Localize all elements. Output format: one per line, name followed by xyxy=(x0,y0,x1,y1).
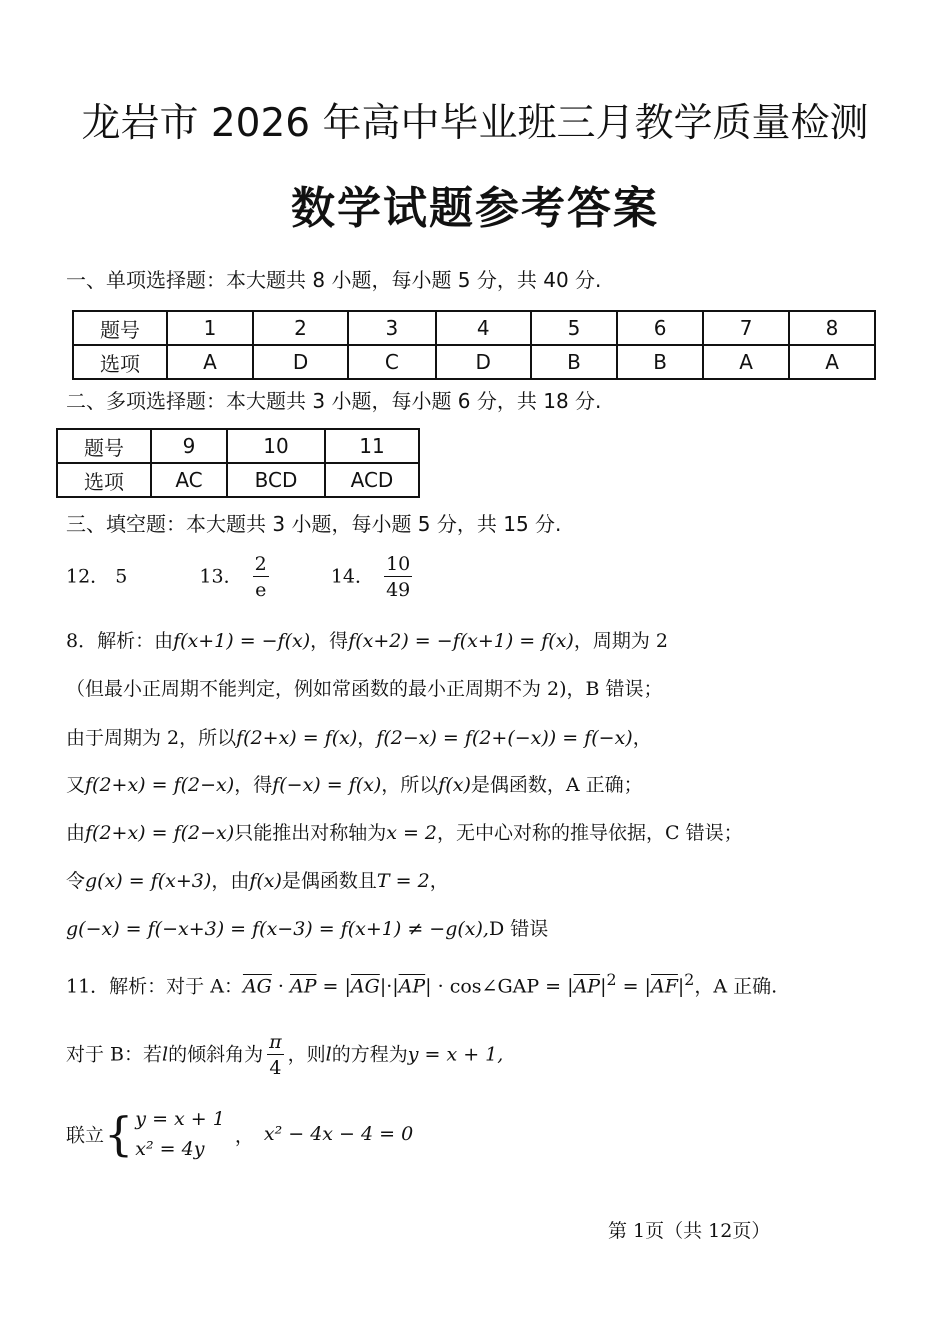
table-cell: 8 xyxy=(789,311,875,345)
formula: f(x+2) = −f(x+1) = f(x) xyxy=(348,630,574,652)
formula: x = 2 xyxy=(386,822,438,844)
equation: x² = 4y xyxy=(135,1138,205,1160)
formula: f(2+x) = f(2−x) xyxy=(85,774,235,796)
text: 的倾斜角为 xyxy=(168,1043,264,1066)
document-title: 龙岩市 2026 年高中毕业班三月教学质量检测 xyxy=(81,101,869,146)
table-cell: 10 xyxy=(227,429,325,463)
q13-fraction xyxy=(253,552,269,603)
text: 令 xyxy=(66,870,86,892)
vector-ap: $\overline{AP}$ xyxy=(573,975,601,998)
table-cell: B xyxy=(531,345,617,379)
q12-answer: 5 xyxy=(115,565,128,588)
text: ，无中心对称的推导依据，C 错误； xyxy=(437,822,743,844)
solution8-line5 xyxy=(66,818,743,845)
table-cell: 7 xyxy=(703,311,789,345)
formula: T = 2 xyxy=(376,870,430,892)
solution8-line2: （但最小正周期不能判定，例如常函数的最小正周期不为 2)，B 错误； xyxy=(66,678,663,700)
numerator: π xyxy=(269,1031,282,1053)
row-label: 题号 xyxy=(73,311,167,345)
formula: f(x+1) = −f(x) xyxy=(173,630,311,652)
table-cell: AC xyxy=(151,463,227,497)
table-cell: A xyxy=(703,345,789,379)
pi-over-4-fraction xyxy=(267,1030,284,1081)
table-cell: 11 xyxy=(325,429,419,463)
row-label: 选项 xyxy=(73,345,167,379)
section1-answer-table xyxy=(72,310,876,380)
text: ，周期为 2 xyxy=(573,630,668,652)
solution8-line4 xyxy=(66,770,643,797)
text: ， xyxy=(429,870,449,892)
document-subtitle: 数学试题参考答案 xyxy=(291,183,659,234)
formula: g(x) = f(x+3) xyxy=(85,870,212,892)
table-cell: 3 xyxy=(348,311,435,345)
formula: y = x + 1, xyxy=(407,1043,504,1066)
q12-label: 12． xyxy=(66,565,110,588)
solution8-line3 xyxy=(66,723,652,750)
table-cell: A xyxy=(167,345,253,379)
text: 只能推出对称轴为 xyxy=(234,822,387,844)
text: 是偶函数且 xyxy=(281,870,377,892)
row-label: 选项 xyxy=(57,463,151,497)
solution11-line2 xyxy=(66,1030,503,1081)
exponent: 2 xyxy=(684,970,695,989)
text: ，则 xyxy=(287,1043,326,1066)
formula: f(x) xyxy=(438,774,471,796)
solution8-line7 xyxy=(66,914,548,941)
solution8-line6 xyxy=(66,866,449,893)
section3-heading: 三、填空题：本大题共 3 小题，每小题 5 分，共 15 分. xyxy=(66,512,562,536)
formula: x² − 4x − 4 = 0 xyxy=(263,1123,414,1145)
table-cell: B xyxy=(617,345,703,379)
formula: f(2+x) = f(2−x) xyxy=(85,822,235,844)
q14-fraction xyxy=(384,552,412,603)
text: 联立 xyxy=(66,1124,105,1147)
exponent: 2 xyxy=(606,970,617,989)
formula: g(−x) = f(−x+3) = f(x−3) = f(x+1) ≠ −g(x), xyxy=(66,918,489,940)
q13-numerator: 2 xyxy=(254,553,267,575)
q14-numerator: 10 xyxy=(386,553,411,575)
solution11-line3 xyxy=(66,1104,413,1164)
q13-label: 13． xyxy=(199,565,243,588)
text: ， xyxy=(234,1124,254,1147)
text: ，得 xyxy=(234,774,273,796)
text: 由 xyxy=(66,822,86,844)
table-cell: 6 xyxy=(617,311,703,345)
table-cell: 2 xyxy=(253,311,348,345)
table-cell: A xyxy=(789,345,875,379)
table-row xyxy=(57,463,419,497)
solution11-line1: 11．解析：对于 A：$\overline{AG} \cdot \overline{AP} = |\overline{AG}|\cdot|\overline{AP}|$ · cos∠GAP = $|\overline{AP}|^2 = |\overline{AF}|^2$，A 正确. xyxy=(66,970,778,998)
formula: l xyxy=(325,1043,332,1066)
table-row xyxy=(73,311,875,345)
section2-answer-table xyxy=(56,428,420,498)
q14-label: 14． xyxy=(330,565,375,588)
table-cell: 4 xyxy=(436,311,531,345)
formula: f(2−x) = f(2+(−x)) = f(−x) xyxy=(376,727,633,749)
denominator: 4 xyxy=(269,1057,282,1079)
section1-heading: 一、单项选择题：本大题共 8 小题，每小题 5 分，共 40 分. xyxy=(66,268,602,292)
table-cell: C xyxy=(348,345,435,379)
text: ， xyxy=(632,727,652,749)
text: 11．解析：对于 A： xyxy=(66,975,243,998)
equation: y = x + 1 xyxy=(135,1108,225,1130)
formula: f(−x) = f(x) xyxy=(272,774,382,796)
table-cell: 1 xyxy=(167,311,253,345)
text: ，由 xyxy=(211,870,250,892)
text: 又 xyxy=(66,774,86,796)
vector-ag: $\overline{AG}$ xyxy=(242,975,272,998)
row-label: 题号 xyxy=(57,429,151,463)
table-cell: D xyxy=(253,345,348,379)
table-row xyxy=(73,345,875,379)
formula: l xyxy=(162,1043,169,1066)
vector-ap: $\overline{AP}$ xyxy=(398,975,426,998)
text: 是偶函数，A 正确； xyxy=(470,774,643,796)
solution8-line1 xyxy=(66,626,668,653)
text: D 错误 xyxy=(488,918,549,940)
text: 8．解析：由 xyxy=(66,630,174,652)
fill-in-answers xyxy=(66,552,416,603)
table-row xyxy=(57,429,419,463)
text: ， xyxy=(357,727,377,749)
formula: · cos∠GAP = xyxy=(437,975,562,998)
vector-ap: $\overline{AP}$ xyxy=(289,975,317,998)
table-cell: D xyxy=(436,345,531,379)
text: 对于 B：若 xyxy=(66,1043,163,1066)
table-cell: 9 xyxy=(151,429,227,463)
text: 由于周期为 2，所以 xyxy=(66,727,237,749)
table-cell: ACD xyxy=(325,463,419,497)
text: ，A 正确. xyxy=(694,975,778,998)
table-cell: BCD xyxy=(227,463,325,497)
left-brace: { xyxy=(104,1107,134,1161)
page-footer: 第 1页（共 12页） xyxy=(608,1220,771,1242)
formula: f(x) xyxy=(249,870,282,892)
section2-heading: 二、多项选择题：本大题共 3 小题，每小题 6 分，共 18 分. xyxy=(66,389,602,413)
formula: f(2+x) = f(x) xyxy=(236,727,358,749)
q14-denominator: 49 xyxy=(386,579,411,601)
equation-system xyxy=(135,1104,225,1164)
vector-af: $\overline{AF}$ xyxy=(650,975,678,998)
text: ，得 xyxy=(310,630,349,652)
q13-denominator: e xyxy=(255,579,267,601)
text: ，所以 xyxy=(381,774,439,796)
table-cell: 5 xyxy=(531,311,617,345)
vector-ag: $\overline{AG}$ xyxy=(350,975,380,998)
text: 的方程为 xyxy=(331,1043,408,1066)
